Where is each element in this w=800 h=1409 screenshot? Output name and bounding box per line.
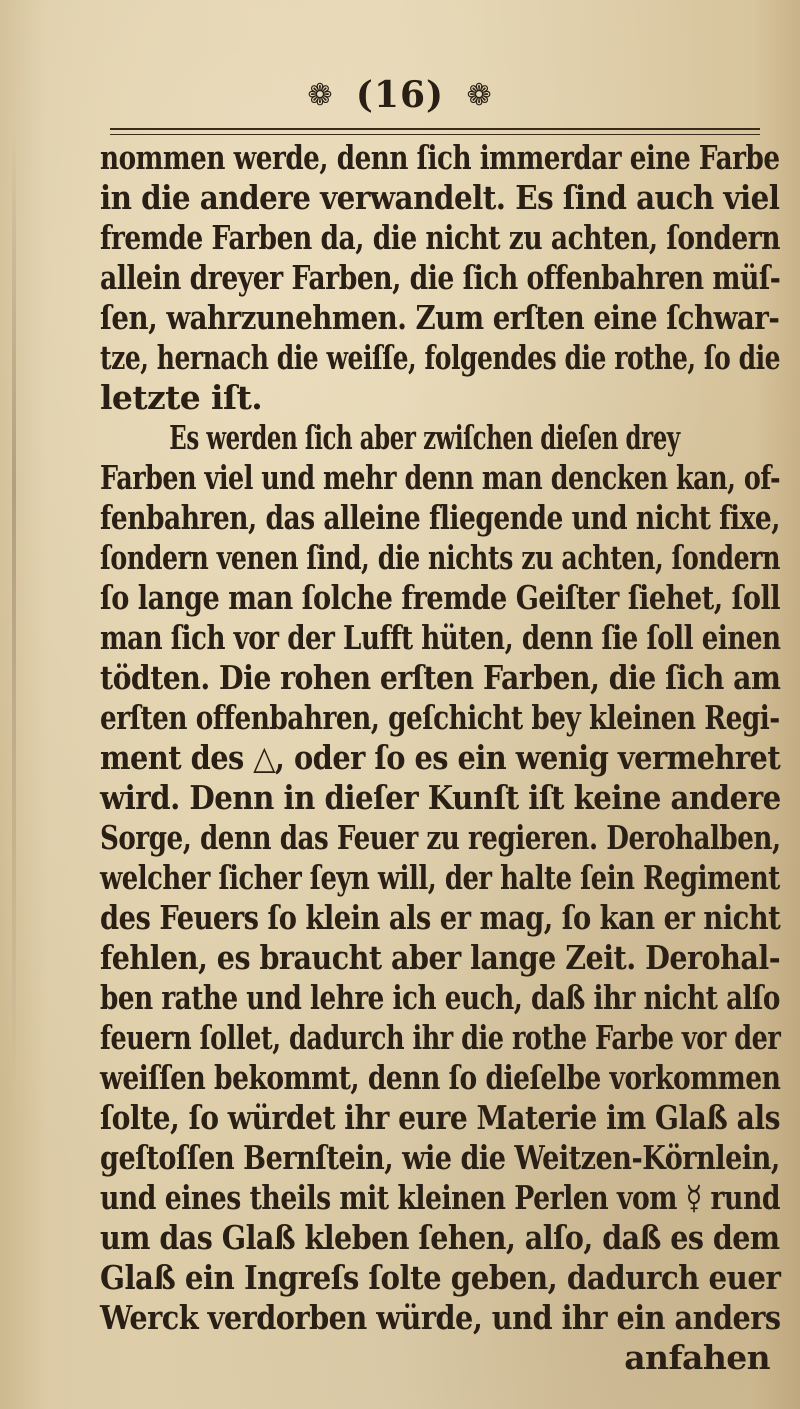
text-line: feuern ſollet, dadurch ihr die rothe Farbe vor der [100, 1018, 781, 1057]
text-line: Glaß ein Ingreſs ſolte geben, dadurch euer [100, 1258, 781, 1297]
binding-shadow [12, 128, 16, 1328]
text-line: und eines theils mit kleinen Perlen vom ☿ rund [100, 1178, 781, 1217]
text-line: man ſich vor der Lufft hüten, denn ſie ſoll einen [100, 618, 781, 657]
text-line: ſolte, ſo würdet ihr eure Materie im Glaß als [100, 1098, 780, 1137]
header-rule-bottom [110, 134, 760, 135]
text-line: ben rathe und lehre ich euch, daß ihr nicht alſo [100, 978, 780, 1017]
text-line: welcher ſicher ſeyn will, der halte ſein Regiment [100, 858, 780, 897]
text-line: ſen, wahrzunehmen. Zum erſten eine ſchwar- [100, 298, 780, 337]
body-text [100, 138, 780, 1378]
text-line: tödten. Die rohen erſten Farben, die ſich am [100, 658, 781, 697]
text-line: erſten offenbahren, geſchicht bey kleinen Regi- [100, 698, 780, 737]
text-line: fremde Farben da, die nicht zu achten, ſondern [100, 218, 781, 257]
page-number: (16) [355, 74, 445, 116]
text-line: des Feuers ſo klein als er mag, ſo kan er nicht [100, 898, 781, 937]
text-line: tze, hernach die weiſſe, folgendes die rothe, ſo die [100, 338, 781, 377]
text-line: allein dreyer Farben, die ſich offenbahren müſ- [100, 258, 781, 297]
text-line: letzte iſt. [100, 378, 263, 417]
text-line: fenbahren, das alleine fliegende und nicht fixe, [100, 498, 780, 537]
page-header [0, 58, 800, 128]
text-line: in die andere verwandelt. Es ſind auch viel [100, 178, 780, 217]
text-line: fehlen, es braucht aber lange Zeit. Derohal- [100, 938, 781, 977]
header-rule-top [110, 128, 760, 130]
flower-ornament-right-icon: ❁ [466, 77, 493, 113]
text-line: geſtoſſen Bernſtein, wie die Weitzen-Körnlein, [100, 1138, 780, 1177]
text-line: ment des △, oder ſo es ein wenig vermehret [100, 738, 781, 777]
text-line: weiſſen bekommt, denn ſo dieſelbe vorkommen [100, 1058, 781, 1097]
text-line: Werck verdorben würde, und ihr ein anders [100, 1298, 781, 1337]
page-number-line [0, 72, 800, 116]
text-line: ſo lange man ſolche fremde Geiſter ſiehet, ſoll [100, 578, 781, 617]
text-line: Farben viel und mehr denn man dencken kan, of- [100, 458, 781, 497]
text-line: wird. Denn in dieſer Kunſt iſt keine andere [100, 778, 781, 817]
text-line: um das Glaß kleben ſehen, alſo, daß es dem [100, 1218, 780, 1257]
text-line: Sorge, denn das Feuer zu regieren. Derohalben, [100, 818, 781, 857]
text-line: ſondern venen ſind, die nichts zu achten, ſondern [100, 538, 781, 577]
text-line: nommen werde, denn ſich immerdar eine Farbe [100, 138, 780, 177]
flower-ornament-left-icon: ❁ [307, 77, 334, 113]
paragraph-start-line: Es werden ſich aber zwiſchen dieſen drey [169, 418, 680, 457]
catchword: anfahen [624, 1338, 770, 1377]
